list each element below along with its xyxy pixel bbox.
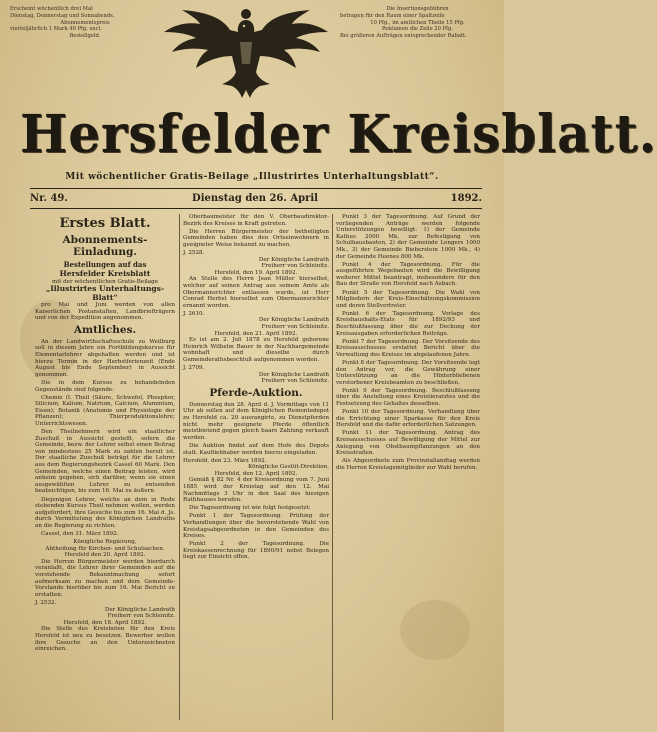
ear-left [10,6,160,40]
paragraph: Diejenigen Lehrer, welche an dem in Rede stehenden Kursus Theil nehmen wollen, werden aufgefordert, ihre Gesuche bis zum 16. Mai d. Js. durch Vermittelung des Königlichen Landraths an die Regierung zu richten. [35,496,175,529]
paragraph: Oberbaumeister für den V. Oberbaudirektor-Bezirk des Kreises in Kraft getreten. [183,214,329,227]
issue-date: Dienstag den 26. April [192,193,318,204]
paragraph: Punkt 6 der Tagesordnung. Vorlage des Kreishaushalts-Etats für 1892/93 und Beschlußfassung über die zur Deckung der Kreisausgaben erforderlichen Beiträge. [336,310,480,337]
paragraph: Die Stelle des Kreisboten für den Kreis Hersfeld ist neu zu besetzen. Bewerber wollen ihre Gesuche an den Unterzeichneten einreichen. [35,626,175,653]
signature: Abtheilung für Kirchen- und Schulsachen. [45,545,165,552]
ear-right [340,6,495,40]
dateline: Hersfeld, den 23. März 1892. [183,457,267,464]
signature: Königliche Gestüt-Direktion. [248,464,329,471]
reference-number: J. 2610. [183,310,205,317]
reference-number: J. 2528. [183,249,205,256]
issue-year: 1892. [450,193,482,204]
paragraph: Als Abgeordnete zum Provinziallandtag werden die Herren Kreistagsmitglieder zur Wahl berufen. [336,458,480,471]
signature: Der Königliche Landrath [258,317,329,324]
paragraph: Die Herren Bürgermeister werden hierdurch veranlaßt, die Lehrer ihrer Gemeinden auf die vorstehende Bekanntmachung sofort aufmerksam zu machen und dem Gemeinde-Vorstande hierüber bis zum 16. Mai Bericht zu erstatten. [35,558,175,598]
issue-number: Nr. 49. [30,193,68,204]
paragraph: Die in dem Kursus zu behandelnden Gegenstände sind folgende: [35,379,175,393]
signature: Königliche Regierung, [73,539,137,546]
column-2 [183,214,329,724]
signature: Freiherr von Schleinitz. [261,324,329,330]
heading-erstes-blatt: Erstes Blatt. [59,216,151,231]
signature: Freiherr von Schleinitz. [261,378,329,385]
ear-right-line: Bei größeren Aufträgen entsprechender Rabatt. [340,33,467,40]
paragraph-preis: pro Mai und Juni werden von allen Kaiserlichen Postanstalten, Landbriefträgern und von der Expedition angenommen. [35,302,175,322]
paragraph: Die Herren Bürgermeister der betheiligten Gemeinden haben dies den Ortseinwohnern in geeigneter Weise bekannt zu machen. [183,228,329,248]
paragraph: Punkt 11 der Tagesordnung. Antrag des Kreisausschusses auf Bewilligung der Mittel zur Anlegung von Obstbaumpflanzungen an den Kreisstraßen. [336,430,480,457]
rule-bottom [30,208,482,209]
dateline: Hersfeld, den 21. April 1892. [214,330,298,337]
masthead-subtitle: Mit wöchentlicher Gratis-Beilage „Illustrirtes Unterhaltungsblatt“. [65,172,439,182]
eagle-emblem-icon [152,2,340,102]
paragraph: Die Auktion findet auf dem Hofe des Depots statt. Kaufliebhaber werden hierzu eingeladen. [183,442,329,456]
heading-abonnements-einladung: Abonnements-Einladung. [62,234,148,258]
dateline: Hersfeld, den 19. April 1892. [214,269,298,276]
ear-right-line: betragen für den Raum einer Spaltzeile [340,12,445,19]
text-bestellungen: Bestellungen auf das [63,260,147,269]
heading-pferde-auktion: Pferde-Auktion. [209,386,303,399]
ear-left-line: Erscheint wöchentlich drei Mal [10,6,93,12]
reference-number: J. 2532. [35,599,57,606]
paragraph: Den Theilnehmern wird ein staatlicher Zuschuß in Aussicht gestellt, sofern die Gemeinde, bezw. der Lehrer selbst einen Beitrag von mindestens 25 Mark zu zahlen bereit ist. Der staatliche Zuschuß beträgt für die Lehrer aus dem Regierungsbezirk Cassel 60 Mark. Den Gemeinden, welche einen Beitrag leisten, wird anheim gegeben, sich darüber, wenn sie einen ausgewählten Lehrer zu entsenden beabsichtigen, bis zum 16. Mai zu äußern. [35,429,175,495]
paragraph: Chemie (I. Theil (Säure, Schwefel, Phosphor, Silicium, Kalium, Natrium, Calcium, Aluminium, Eisen); Botanik (Anatomie und Physiologie der Pflanzen); Thierproduktionslehre; Unterrichtswesen. [35,394,175,427]
paragraph: Punkt 5 der Tagesordnung. Die Wahl von Mitgliedern der Kreis-Einschätzungskommission und deren Stellvertreter. [336,289,480,309]
text-beilage-name: „Illustrirtes Unterhaltungs-Blatt“ [45,284,165,302]
text-beilage: mit der wöchentlichen Gratis-Beilage [51,278,159,285]
column-separator [179,214,180,720]
rule-top [30,188,482,189]
paragraph: Punkt 3 der Tagesordnung. Auf Grund der vorliegenden Anträge werden folgende Unterstützungen bewilligt: 1) der Gemeinde Kathus 2000 Mk. zur Befestigung von Schulhausbauten, 2) der Gemeinde Lengers 1000 Mk., 3) der Gemeinde Bieberstein 1000 Mk., 4) der Gemeinde Heenes 800 Mk. [336,214,480,260]
paragraph: Punkt 7 der Tagesordnung. Der Vorsitzende des Kreisausschusses erstattet Bericht über die Verwaltung des Kreises im abgelaufenen Jahre. [336,338,480,358]
paragraph: Punkt 8 der Tagesordnung. Der Vorsitzende legt den Antrag vor, die Gewährung einer Unterstützung an die Hinterbliebenen verstorbener Kreisbeamten zu beschließen. [336,359,480,386]
paragraph: Punkt 4 der Tagesordnung. Für die ausgeführten Wegebauten wird die Bewilligung weiterer Mittel beantragt, insbesondere für den Bau der Straße von Hersfeld nach Asbach. [336,261,480,288]
column-1 [35,214,175,724]
issue-bar [30,193,482,207]
paragraph: An der Landwirthschaftsschule zu Weilburg soll in diesem Jahre ein Fortbildungskursus für Elementarlehrer abgehalten werden und ist hierzu Termin in der Herbstferienzeit (Ende August bis Ende September) in Aussicht genommen. [35,338,175,378]
column-separator [332,214,333,720]
signature: Der Königliche Landrath [258,256,329,263]
paragraph: Es ist am 2. Juli 1878 zu Hersfeld geborene Heinrich Wilhelm Bauer in der Nachbargemeinde wohnhaft und dieselbe durch Gemeinderathsbeschluß aufgenommen worden. [183,337,329,363]
ear-right-line: Reklamen die Zeile 20 Pfg. [382,26,453,33]
signature: Der Königliche Landrath [104,606,175,613]
ear-left-line: vierteljährlich 1 Mark 40 Pfg. excl. [10,26,102,33]
column-3 [336,214,480,724]
reference-number: J. 2709. [183,365,205,372]
dateline: Hersfeld den 20. April 1892. [64,552,146,559]
dateline: Hersfeld, den 12. April 1892. [214,470,298,477]
text-paper-name: Hersfelder Kreisblatt [59,269,151,278]
paragraph: An Stelle des Herrn Jean Müller hierselbst, welcher auf seinen Antrag aus seinem Amte als Obermannsrichter entlassen wurde, ist Herr Conrad Herbst hierselbst zum Obermannsrichter ernannt worden. [183,276,329,309]
signature: Der Königliche Landrath [258,371,329,378]
paragraph: Punkt 2 der Tagesordnung. Die Kreiskassenrechnung für 1890/91 nebst Belegen liegt zur Einsicht offen. [183,541,329,561]
paragraph: Gemäß § 82 Nr. 4 der Kreisordnung vom 7. Juni 1885 wird der Kreistag auf den 12. Mai Nachmittags 3 Uhr in den Saal des hiesigen Rathhauses berufen. [183,477,329,504]
masthead-title: Hersfelder Kreisblatt. [20,102,657,165]
ear-left-line: Bestellgeld. [69,33,101,40]
paragraph: Punkt 10 der Tagesordnung. Verhandlung über die Errichtung einer Sparkasse für den Kreis Hersfeld und die dafür erforderlichen Satzungen. [336,409,480,429]
signature: Freiherr von Schleinitz. [107,613,175,620]
paragraph: Punkt 1 der Tagesordnung. Prüfung der Verhandlungen über die bevorstehende Wahl von Kreistagsabgeordneten in den Gemeinden des Kreises. [183,513,329,540]
paragraph: Die Tagesordnung ist wie folgt festgesetzt: [189,505,311,512]
ear-right-line: 10 Pfg., im amtlichen Theile 15 Pfg. [370,19,465,26]
ear-left-line: Dienstag, Donnerstag und Sonnabends. [10,12,115,19]
ear-left-line: Abonnementspreis [60,19,110,26]
dateline: Hersfeld, den 18. April 1892. [63,619,147,626]
dateline: Cassel, den 31. März 1892. [41,531,119,537]
paragraph: Punkt 9 der Tagesordnung. Beschlußfassung über die Anstellung eines Kreistierarztes und die Festsetzung des Gehaltes desselben. [336,387,480,408]
ear-right-line: Die Insertionsgebühren [386,6,449,12]
paragraph: Donnerstag den 28. April d. J. Vormittags von 11 Uhr ab sollen auf dem Königlichen Remontedepot zu Hersfeld ca. 20 ausrangirte, zu Dienstpferden nicht mehr geeignete Pferde öffentlich meistbietend gegen gleich baare Zahlung verkauft werden. [183,401,329,441]
heading-amtliches: Amtliches. [73,323,137,336]
signature: Freiherr von Schleinitz. [261,263,329,270]
